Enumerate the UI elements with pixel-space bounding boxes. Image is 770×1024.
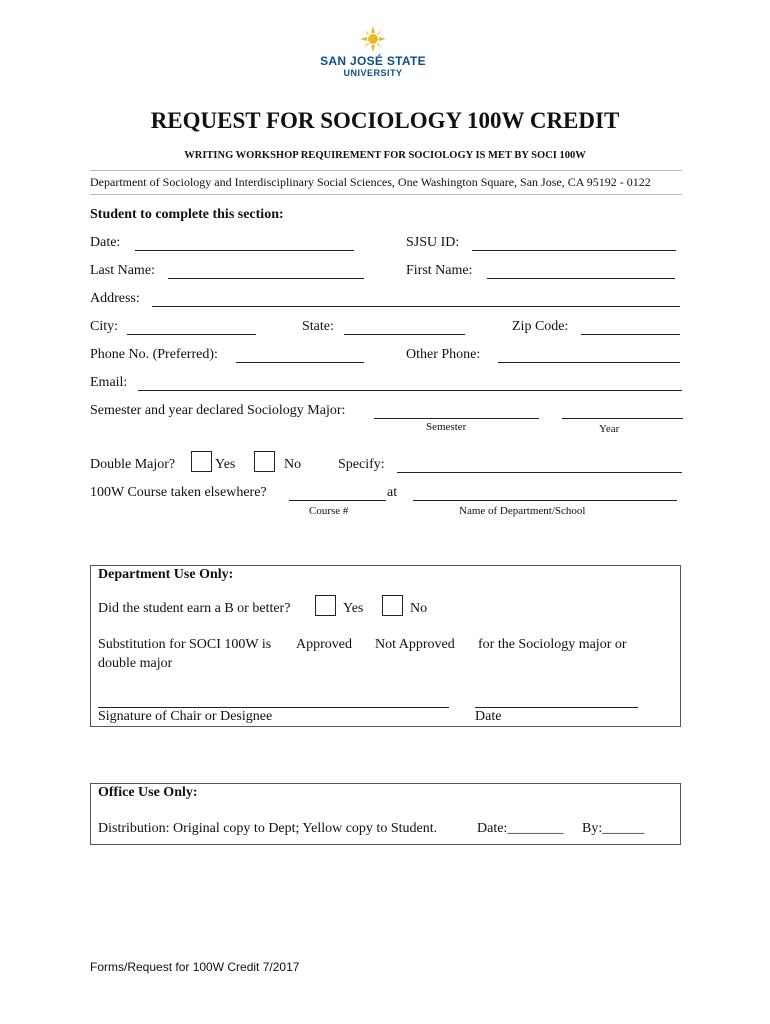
course-elsewhere-label: 100W Course taken elsewhere?	[90, 485, 267, 500]
office-by-field[interactable]: By:______	[582, 821, 645, 836]
department-use-heading: Department Use Only:	[98, 567, 234, 582]
sjsu-id-label: SJSU ID:	[406, 235, 460, 250]
at-label: at	[387, 485, 398, 500]
city-label: City:	[90, 319, 119, 334]
grade-yes-checkbox[interactable]	[315, 595, 336, 616]
for-major-label: for the Sociology major or	[478, 637, 627, 652]
office-date-field[interactable]: Date:________	[477, 821, 564, 836]
other-phone-field[interactable]	[498, 349, 680, 363]
state-label: State:	[302, 319, 334, 334]
city-field[interactable]	[127, 321, 256, 335]
double-major-yes-label: Yes	[215, 457, 236, 472]
course-number-caption: Course #	[309, 505, 349, 517]
signature-date-label: Date	[475, 709, 502, 724]
first-name-field[interactable]	[487, 265, 675, 279]
form-title: REQUEST FOR SOCIOLOGY 100W CREDIT	[150, 108, 620, 133]
date-field[interactable]	[135, 237, 354, 251]
signature-date-field[interactable]	[475, 694, 638, 708]
first-name-label: First Name:	[406, 263, 473, 278]
other-phone-label: Other Phone:	[406, 347, 481, 362]
email-label: Email:	[90, 375, 128, 390]
address-field[interactable]	[152, 293, 680, 307]
double-major-no-checkbox[interactable]	[254, 451, 275, 472]
phone-field[interactable]	[236, 349, 364, 363]
distribution-text: Distribution: Original copy to Dept; Yellow copy to Student.	[98, 821, 438, 836]
double-major-no-label: No	[284, 457, 302, 472]
substitution-label: Substitution for SOCI 100W is	[98, 637, 272, 652]
divider	[90, 194, 682, 195]
specify-label: Specify:	[338, 457, 385, 472]
last-name-field[interactable]	[168, 265, 364, 279]
state-field[interactable]	[344, 321, 465, 335]
sjsu-id-field[interactable]	[472, 237, 676, 251]
logo-text-line1: SAN JOSÉ STATE	[320, 54, 426, 68]
last-name-label: Last Name:	[90, 263, 155, 278]
date-label: Date:	[90, 235, 121, 250]
year-caption: Year	[599, 423, 620, 435]
university-logo	[318, 26, 428, 86]
department-school-field[interactable]	[413, 487, 677, 501]
zip-field[interactable]	[581, 321, 680, 335]
address-label: Address:	[90, 291, 140, 306]
phone-label: Phone No. (Preferred):	[90, 347, 218, 362]
logo-text-line2: UNIVERSITY	[343, 68, 403, 78]
semester-field[interactable]	[374, 405, 539, 419]
double-major-yes-checkbox[interactable]	[191, 451, 212, 472]
grade-yes-label: Yes	[343, 601, 364, 616]
not-approved-option[interactable]: Not Approved	[375, 637, 455, 652]
course-number-field[interactable]	[289, 487, 386, 501]
grade-question: Did the student earn a B or better?	[98, 601, 291, 616]
semester-declared-label: Semester and year declared Sociology Major:	[90, 403, 346, 418]
approved-option[interactable]: Approved	[296, 637, 352, 652]
divider	[90, 170, 682, 171]
double-major-text: double major	[98, 656, 173, 671]
semester-caption: Semester	[426, 421, 467, 433]
email-field[interactable]	[138, 377, 682, 391]
department-address: Department of Sociology and Interdisciplinary Social Sciences, One Washington Square, San Jose, CA 95192 - 0122	[90, 175, 651, 189]
signature-label: Signature of Chair or Designee	[98, 709, 273, 724]
department-school-caption: Name of Department/School	[459, 505, 586, 517]
grade-no-label: No	[410, 601, 428, 616]
form-subtitle: WRITING WORKSHOP REQUIREMENT FOR SOCIOLOGY IS MET BY SOCI 100W	[184, 150, 586, 161]
double-major-label: Double Major?	[90, 457, 176, 472]
sun-emblem-icon	[360, 26, 386, 52]
office-use-heading: Office Use Only:	[98, 785, 198, 800]
zip-label: Zip Code:	[512, 319, 569, 334]
signature-field[interactable]	[98, 694, 449, 708]
grade-no-checkbox[interactable]	[382, 595, 403, 616]
form-footer: Forms/Request for 100W Credit 7/2017	[90, 960, 300, 974]
year-field[interactable]	[562, 405, 683, 419]
specify-field[interactable]	[397, 459, 682, 473]
student-section-heading: Student to complete this section:	[90, 207, 284, 222]
